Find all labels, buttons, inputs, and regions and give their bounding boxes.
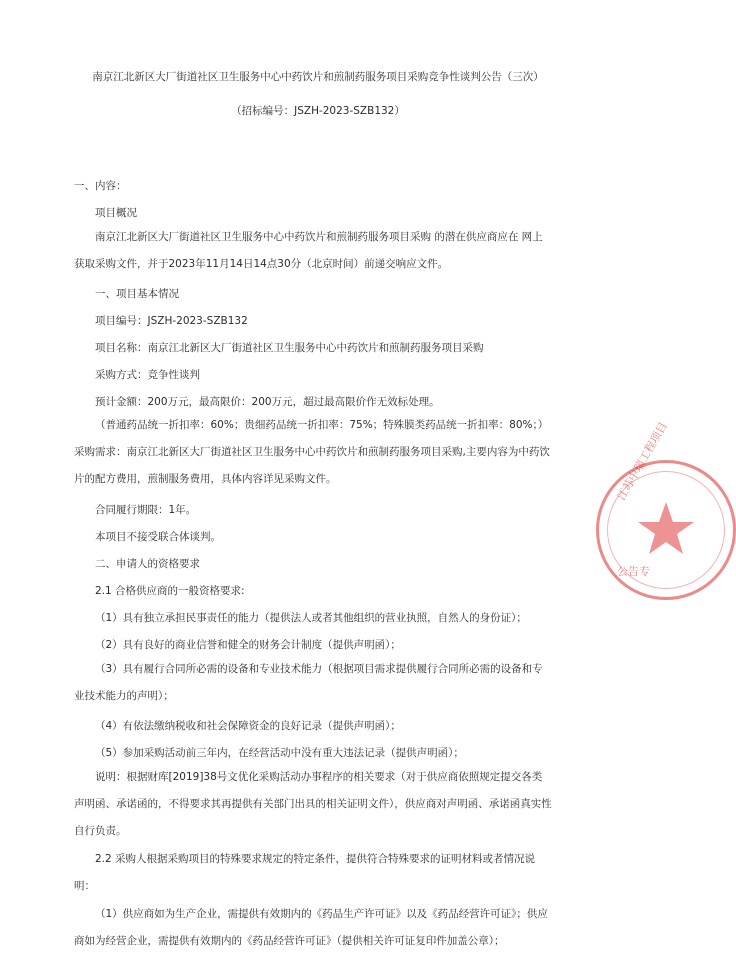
no-consortium-note: 本项目不接受联合体谈判。	[95, 531, 221, 543]
general-requirements: 2.1 合格供应商的一般资格要求:	[95, 585, 245, 597]
requirement-item-5: （5）参加采购活动前三年内，在经营活动中没有重大违法记录（提供声明函）；	[95, 747, 464, 759]
requirement-item-4: （4）有依法缴纳税收和社会保障资金的良好记录（提供声明函）；	[95, 720, 401, 732]
budget-amount: 预计金额：200万元，最高限价：200万元，超过最高限价作无效标处理。	[95, 396, 440, 408]
seal-text-bottom: 公告专	[617, 565, 650, 578]
overview-text: 南京江北新区大厂街道社区卫生服务中心中药饮片和煎制药服务项目采购 的潜在供应商应在 网上获取采购文件，并于2023年11月14日14点30分（北京时间）前递交响应文件。	[74, 231, 543, 270]
document-title: 南京江北新区大厂街道社区卫生服务中心中药饮片和煎制药服务项目采购竞争性谈判公告（三次）	[92, 71, 544, 83]
tender-number: （招标编号：JSZH-2023-SZB132）	[231, 105, 405, 117]
contract-period: 合同履行期限：1年。	[95, 504, 197, 516]
special-requirements: 2.2 采购人根据采购项目的特殊要求规定的特定条件，提供符合特殊要求的证明材料或者情况说明：	[74, 853, 536, 892]
discount-and-requirements: （普通药品统一折扣率：60%；贵细药品统一折扣率：75%；特殊膜类药品统一折扣率：80%；）采购需求：南京江北新区大厂街道社区卫生服务中心中药饮片和煎制药服务项目采购,主要内容为中药饮片的配方费用，煎制服务费用，具体内容详见采购文件。	[74, 419, 550, 485]
procurement-method: 采购方式：竞争性谈判	[95, 369, 200, 381]
overview-label: 项目概况	[95, 207, 137, 219]
company-seal	[596, 419, 736, 600]
requirement-item-1: （1）具有独立承担民事责任的能力（提供法人或者其他组织的营业执照，自然人的身份证）；	[95, 612, 527, 624]
section-heading-content: 一、内容：	[74, 180, 127, 192]
project-number: 项目编号：JSZH-2023-SZB132	[95, 315, 248, 327]
seal-text-top: 江苏中瑞工程项目	[614, 419, 670, 503]
project-name: 项目名称：南京江北新区大厂街道社区卫生服务中心中药饮片和煎制药服务项目采购	[95, 342, 484, 354]
basic-info-heading: 一、项目基本情况	[95, 288, 179, 300]
explanation-note: 说明：根据财库[2019]38号文优化采购活动办事程序的相关要求（对于供应商依照规定提交各类声明函、承诺函的，不得要求其再提供有关部门出具的相关证明文件），供应商对声明函、承诺函真实性自行负责。	[74, 771, 552, 837]
requirement-item-3: （3）具有履行合同所必需的设备和专业技术能力（根据项目需求提供履行合同所必需的设备和专业技术能力的声明）；	[74, 663, 543, 702]
qualification-heading: 二、申请人的资格要求	[95, 558, 200, 570]
requirement-item-2: （2）具有良好的商业信誉和健全的财务会计制度（提供声明函）；	[95, 639, 401, 651]
special-requirement-item-1: （1）供应商如为生产企业，需提供有效期内的《药品生产许可证》以及《药品经营许可证》；供应商如为经营企业，需提供有效期内的《药品经营许可证》（提供相关许可证复印件加盖公章）；	[74, 908, 548, 947]
